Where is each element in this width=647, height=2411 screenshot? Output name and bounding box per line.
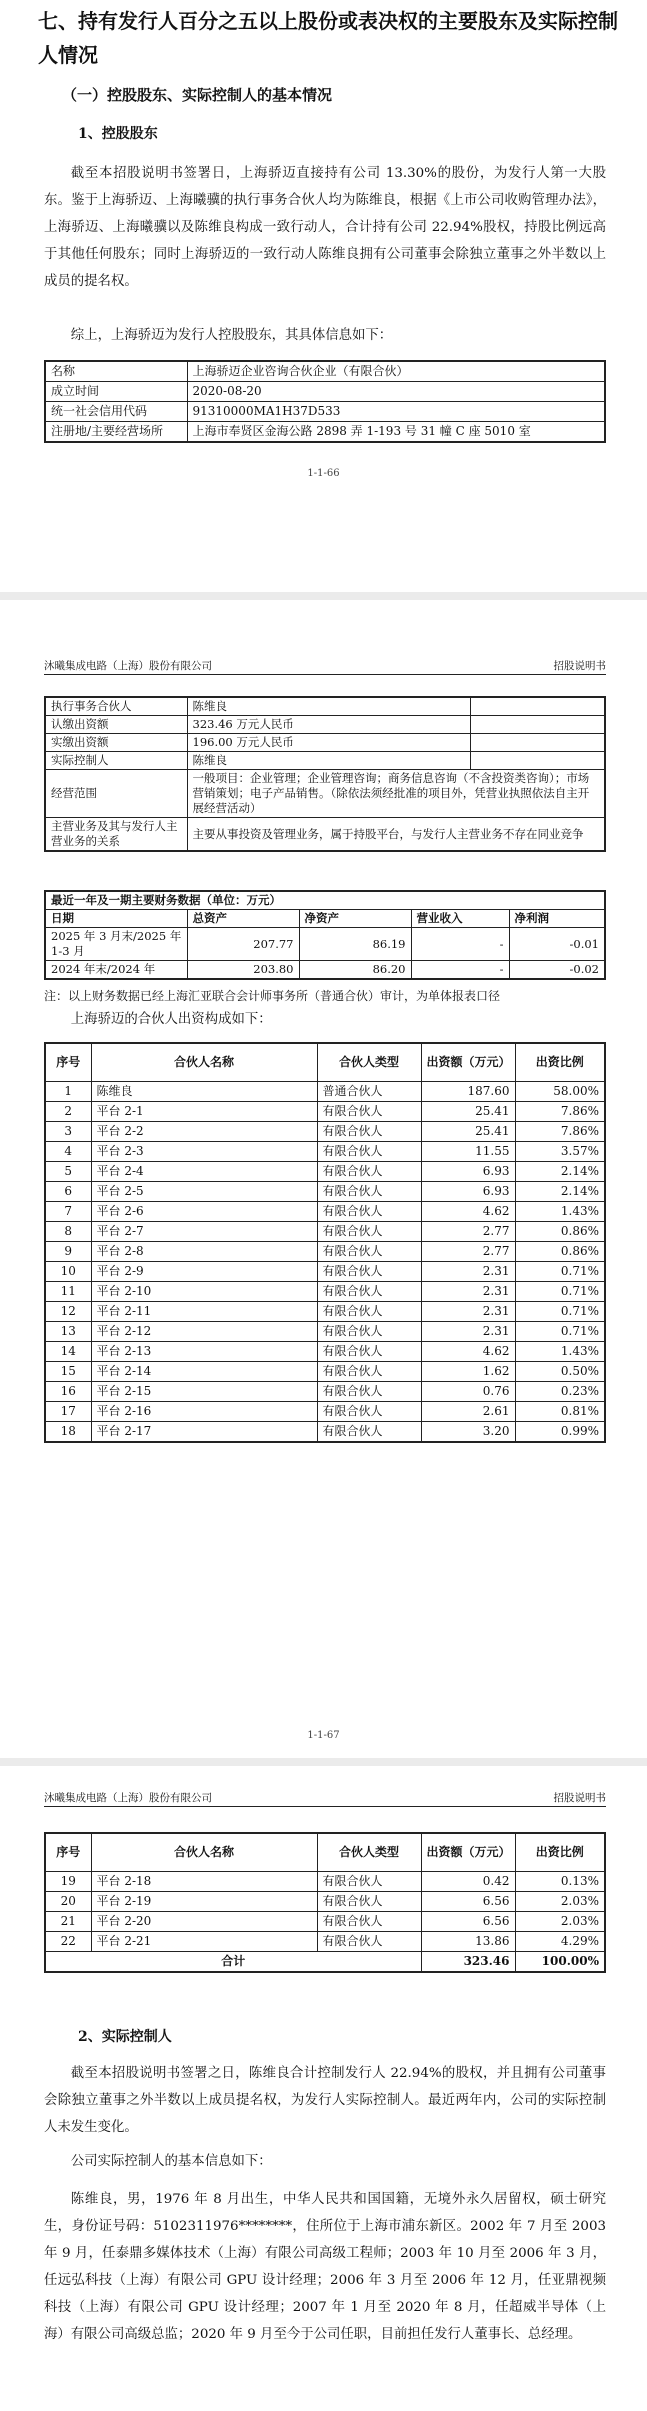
table-cell: 平台 2-5 bbox=[91, 1181, 317, 1201]
table-row bbox=[45, 1381, 605, 1401]
table-cell: 平台 2-18 bbox=[91, 1871, 317, 1891]
table-row: 2025 年 3 月末/2025 年 1-3 月 207.77 86.19 - -0.01 bbox=[45, 928, 605, 961]
table-cell: 平台 2-6 bbox=[91, 1201, 317, 1221]
table-cell: 25.41 bbox=[421, 1101, 515, 1121]
table-cell: 2.31 bbox=[421, 1301, 515, 1321]
total-amount: 323.46 bbox=[421, 1951, 515, 1972]
table-cell: 6 bbox=[45, 1181, 91, 1201]
table-cell: 0.99% bbox=[515, 1421, 605, 1442]
table-cell: 5 bbox=[45, 1161, 91, 1181]
table-cell: 10 bbox=[45, 1261, 91, 1281]
section-title: 七、持有发行人百分之五以上股份或表决权的主要股东及实际控制人情况 bbox=[38, 9, 618, 67]
table-cell: 2.03% bbox=[515, 1911, 605, 1931]
table-cell: 0.76 bbox=[421, 1381, 515, 1401]
table-row bbox=[45, 1871, 605, 1891]
table-cell: 4.62 bbox=[421, 1341, 515, 1361]
table-cell: 1.43% bbox=[515, 1201, 605, 1221]
table-cell: 有限合伙人 bbox=[317, 1381, 421, 1401]
paragraph: 截至本招股说明书签署日，上海骄迈直接持有公司 13.30%的股份，为发行人第一大股东。鉴于上海骄迈、上海曦骥的执行事务合伙人均为陈维良，根据《上市公司收购管理办法》，上海骄迈、上海曦骥以及陈维良构成一致行动人，合计持有公司 22.94%股权，持股比例远高于其他任何股东；同时上海骄迈的一致行动人陈维良拥有公司董事会除独立董事之外半数以上成员的提名权。 bbox=[44, 166, 606, 289]
table-cell: 4.29% bbox=[515, 1931, 605, 1951]
table-row: 执行事务合伙人 陈维良 bbox=[45, 697, 605, 716]
table-cell: 有限合伙人 bbox=[317, 1121, 421, 1141]
table-row bbox=[45, 1321, 605, 1341]
table-row bbox=[45, 1891, 605, 1911]
paragraph: 公司实际控制人的基本信息如下： bbox=[70, 2154, 272, 2169]
table-cell: 平台 2-20 bbox=[91, 1911, 317, 1931]
table-row bbox=[45, 1221, 605, 1241]
table-row: 主营业务及其与发行人主营业务的关系 主要从事投资及管理业务，属于持股平台，与发行人主营业务不存在同业竞争 bbox=[45, 818, 605, 852]
table-cell: 6.93 bbox=[421, 1181, 515, 1201]
table-cell: 0.81% bbox=[515, 1401, 605, 1421]
table-cell: 2.03% bbox=[515, 1891, 605, 1911]
paragraph: 陈维良，男，1976 年 8 月出生，中华人民共和国国籍，无境外永久居留权，硕士研究生，身份证号码：5102311976********，住所位于上海市浦东新区。2002 年 7 月至 2003 年 9 月，任泰鼎多媒体技术（上海）有限公司高级工程师；2003 年 10 月至 2006 年 3 月，任远弘科技（上海）有限公司 GPU 设计经理；2006 年 3 月至 2006 年 12 月，任亚鼎视频科技（上海）有限公司 GPU 设计经理；2007 年 1 月至 2020 年 8 月，任超威半导体（上海）有限公司高级总监；2020 年 9 月至今于公司任职，目前担任发行人董事长、总经理。 bbox=[44, 2192, 606, 2342]
table-cell: 平台 2-3 bbox=[91, 1141, 317, 1161]
table-cell: 0.86% bbox=[515, 1241, 605, 1261]
table-cell: 25.41 bbox=[421, 1121, 515, 1141]
table-cell: 有限合伙人 bbox=[317, 1281, 421, 1301]
table-cell: 平台 2-7 bbox=[91, 1221, 317, 1241]
table-cell: 0.42 bbox=[421, 1871, 515, 1891]
table-row: 成立时间 2020-08-20 bbox=[45, 382, 605, 402]
table-row: 认缴出资额 323.46 万元人民币 bbox=[45, 716, 605, 734]
partner-table-cont bbox=[44, 1832, 606, 1973]
table-row: 注册地/主要经营场所 上海市奉贤区金海公路 2898 弄 1-193 号 31 幢 C 座 5010 室 bbox=[45, 422, 605, 443]
table-cell: 有限合伙人 bbox=[317, 1201, 421, 1221]
table-cell: 14 bbox=[45, 1341, 91, 1361]
table-cell: 0.50% bbox=[515, 1361, 605, 1381]
table-cell: 2.14% bbox=[515, 1161, 605, 1181]
total-ratio: 100.00% bbox=[515, 1951, 605, 1972]
table-cell: 0.71% bbox=[515, 1281, 605, 1301]
table-cell: 平台 2-4 bbox=[91, 1161, 317, 1181]
table-cell: 有限合伙人 bbox=[317, 1321, 421, 1341]
table-row: 经营范围 一般项目：企业管理；企业管理咨询；商务信息咨询（不含投资类咨询）；市场营销策划；电子产品销售。（除依法须经批准的项目外，凭营业执照依法自主开展经营活动） bbox=[45, 770, 605, 818]
table-cell: 4.62 bbox=[421, 1201, 515, 1221]
table-header-row: 序号 合伙人名称 合伙人类型 出资额（万元） 出资比例 bbox=[45, 1833, 605, 1871]
document-page-3 bbox=[0, 1766, 647, 2411]
table-cell: 11 bbox=[45, 1281, 91, 1301]
table-cell: 6.93 bbox=[421, 1161, 515, 1181]
table-cell: 普通合伙人 bbox=[317, 1081, 421, 1101]
table-cell: 19 bbox=[45, 1871, 91, 1891]
table-cell: 1.43% bbox=[515, 1341, 605, 1361]
table-row bbox=[45, 1261, 605, 1281]
table-cell: 平台 2-21 bbox=[91, 1931, 317, 1951]
paragraph: 上海骄迈的合伙人出资构成如下： bbox=[70, 1012, 272, 1027]
table-cell: 平台 2-19 bbox=[91, 1891, 317, 1911]
table-cell: 有限合伙人 bbox=[317, 1891, 421, 1911]
table-cell: 12 bbox=[45, 1301, 91, 1321]
table-row: 实际控制人 陈维良 bbox=[45, 752, 605, 770]
table-row bbox=[45, 1101, 605, 1121]
table-cell: 2 bbox=[45, 1101, 91, 1121]
table-cell: 6.56 bbox=[421, 1911, 515, 1931]
table-cell: 22 bbox=[45, 1931, 91, 1951]
table-cell: 平台 2-2 bbox=[91, 1121, 317, 1141]
table-cell: 平台 2-17 bbox=[91, 1421, 317, 1442]
table-note: 注：以上财务数据已经上海汇亚联合会计师事务所（普通合伙）审计，为单体报表口径 bbox=[44, 989, 501, 1003]
table-row bbox=[45, 1401, 605, 1421]
header-doc-type: 招股说明书 bbox=[553, 1792, 606, 1804]
table-cell: 0.71% bbox=[515, 1301, 605, 1321]
table-cell: 有限合伙人 bbox=[317, 1161, 421, 1181]
table-cell: 2.31 bbox=[421, 1321, 515, 1341]
table-cell: 2.77 bbox=[421, 1221, 515, 1241]
table-cell: 0.23% bbox=[515, 1381, 605, 1401]
table-total-row bbox=[45, 1951, 605, 1972]
table-cell: 7.86% bbox=[515, 1121, 605, 1141]
table-cell: 平台 2-10 bbox=[91, 1281, 317, 1301]
table-row bbox=[45, 1931, 605, 1951]
header-company: 沐曦集成电路（上海）股份有限公司 bbox=[44, 1792, 212, 1804]
table-cell: 有限合伙人 bbox=[317, 1221, 421, 1241]
table-cell: 有限合伙人 bbox=[317, 1931, 421, 1951]
table-cell: 0.86% bbox=[515, 1221, 605, 1241]
table-cell: 0.71% bbox=[515, 1261, 605, 1281]
document-page-2 bbox=[0, 600, 647, 1758]
table-cell: 陈维良 bbox=[91, 1081, 317, 1101]
table-cell: 2.77 bbox=[421, 1241, 515, 1261]
table-row bbox=[45, 1081, 605, 1101]
table-cell: 187.60 bbox=[421, 1081, 515, 1101]
table-cell: 有限合伙人 bbox=[317, 1401, 421, 1421]
table-cell: 有限合伙人 bbox=[317, 1421, 421, 1442]
table-row bbox=[45, 1201, 605, 1221]
table-cell: 有限合伙人 bbox=[317, 1101, 421, 1121]
table-cell: 有限合伙人 bbox=[317, 1301, 421, 1321]
table-cell: 有限合伙人 bbox=[317, 1261, 421, 1281]
table-cell: 有限合伙人 bbox=[317, 1361, 421, 1381]
table-cell: 平台 2-12 bbox=[91, 1321, 317, 1341]
table-cell: 3.57% bbox=[515, 1141, 605, 1161]
header-doc-type: 招股说明书 bbox=[553, 660, 606, 672]
financial-data-table bbox=[44, 890, 606, 980]
page-header bbox=[44, 1790, 606, 1807]
table-cell: 1.62 bbox=[421, 1361, 515, 1381]
sub-title: 2、实际控制人 bbox=[78, 2029, 172, 2045]
table-cell: 平台 2-9 bbox=[91, 1261, 317, 1281]
table-cell: 8 bbox=[45, 1221, 91, 1241]
shareholder-info-table bbox=[44, 360, 606, 443]
table-cell: 18 bbox=[45, 1421, 91, 1442]
table-cell: 4 bbox=[45, 1141, 91, 1161]
table-cell: 1 bbox=[45, 1081, 91, 1101]
total-label: 合计 bbox=[45, 1951, 421, 1972]
table-cell: 有限合伙人 bbox=[317, 1871, 421, 1891]
page-header bbox=[44, 658, 606, 675]
page-number: 1-1-66 bbox=[307, 468, 340, 479]
document-page-1 bbox=[0, 0, 647, 592]
table-row bbox=[45, 1421, 605, 1442]
table-cell: 7.86% bbox=[515, 1101, 605, 1121]
page-number: 1-1-67 bbox=[307, 1730, 340, 1741]
header-company: 沐曦集成电路（上海）股份有限公司 bbox=[44, 660, 212, 672]
table-cell: 20 bbox=[45, 1891, 91, 1911]
table-cell: 有限合伙人 bbox=[317, 1341, 421, 1361]
table-row: 名称 上海骄迈企业咨询合伙企业（有限合伙） bbox=[45, 361, 605, 382]
table-cell: 0.13% bbox=[515, 1871, 605, 1891]
table-row bbox=[45, 1121, 605, 1141]
table-cell: 21 bbox=[45, 1911, 91, 1931]
table-row bbox=[45, 1281, 605, 1301]
table-cell: 9 bbox=[45, 1241, 91, 1261]
table-cell: 3 bbox=[45, 1121, 91, 1141]
table-cell: 平台 2-8 bbox=[91, 1241, 317, 1261]
table-row bbox=[45, 1181, 605, 1201]
table-row bbox=[45, 1141, 605, 1161]
table-cell: 15 bbox=[45, 1361, 91, 1381]
table-row: 2024 年末/2024 年 203.80 86.20 - -0.02 bbox=[45, 961, 605, 980]
table-cell: 3.20 bbox=[421, 1421, 515, 1442]
shareholder-info-table-cont bbox=[44, 696, 606, 852]
table-cell: 平台 2-11 bbox=[91, 1301, 317, 1321]
table-cell: 平台 2-1 bbox=[91, 1101, 317, 1121]
table-cell: 16 bbox=[45, 1381, 91, 1401]
table-row bbox=[45, 1241, 605, 1261]
table-cell: 13.86 bbox=[421, 1931, 515, 1951]
table-header-row: 序号 合伙人名称 合伙人类型 出资额（万元） 出资比例 bbox=[45, 1043, 605, 1081]
table-cell: 有限合伙人 bbox=[317, 1911, 421, 1931]
table-row bbox=[45, 1341, 605, 1361]
table-row bbox=[45, 1161, 605, 1181]
table-row bbox=[45, 1361, 605, 1381]
table-cell: 11.55 bbox=[421, 1141, 515, 1161]
table-cell: 平台 2-15 bbox=[91, 1381, 317, 1401]
table-cell: 13 bbox=[45, 1321, 91, 1341]
paragraph: 综上，上海骄迈为发行人控股股东，其具体信息如下： bbox=[70, 328, 393, 343]
table-row: 统一社会信用代码 91310000MA1H37D533 bbox=[45, 402, 605, 422]
table-cell: 2.61 bbox=[421, 1401, 515, 1421]
table-row bbox=[45, 891, 605, 910]
table-cell: 0.71% bbox=[515, 1321, 605, 1341]
table-cell: 2.14% bbox=[515, 1181, 605, 1201]
table-row bbox=[45, 1301, 605, 1321]
sub-title: 1、控股股东 bbox=[78, 126, 158, 142]
table-cell: 有限合伙人 bbox=[317, 1241, 421, 1261]
table-row bbox=[45, 1911, 605, 1931]
table-cell: 58.00% bbox=[515, 1081, 605, 1101]
table-cell: 平台 2-13 bbox=[91, 1341, 317, 1361]
table-cell: 7 bbox=[45, 1201, 91, 1221]
table-cell: 2.31 bbox=[421, 1281, 515, 1301]
table-cell: 有限合伙人 bbox=[317, 1141, 421, 1161]
table-cell: 平台 2-16 bbox=[91, 1401, 317, 1421]
table-row: 实缴出资额 196.00 万元人民币 bbox=[45, 734, 605, 752]
table-cell: 17 bbox=[45, 1401, 91, 1421]
table-cell: 平台 2-14 bbox=[91, 1361, 317, 1381]
subsection-title: （一）控股股东、实际控制人的基本情况 bbox=[62, 86, 333, 104]
table-cell: 2.31 bbox=[421, 1261, 515, 1281]
table-cell: 有限合伙人 bbox=[317, 1181, 421, 1201]
financial-table-title: 最近一年及一期主要财务数据（单位：万元） bbox=[45, 891, 605, 910]
table-header-row: 日期 总资产 净资产 营业收入 净利润 bbox=[45, 910, 605, 928]
table-cell: 6.56 bbox=[421, 1891, 515, 1911]
paragraph: 截至本招股说明书签署之日，陈维良合计控制发行人 22.94%的股权，并且拥有公司董事会除独立董事之外半数以上成员提名权，为发行人实际控制人。最近两年内，公司的实际控制人未发生变化。 bbox=[44, 2066, 606, 2135]
partner-table bbox=[44, 1042, 606, 1443]
